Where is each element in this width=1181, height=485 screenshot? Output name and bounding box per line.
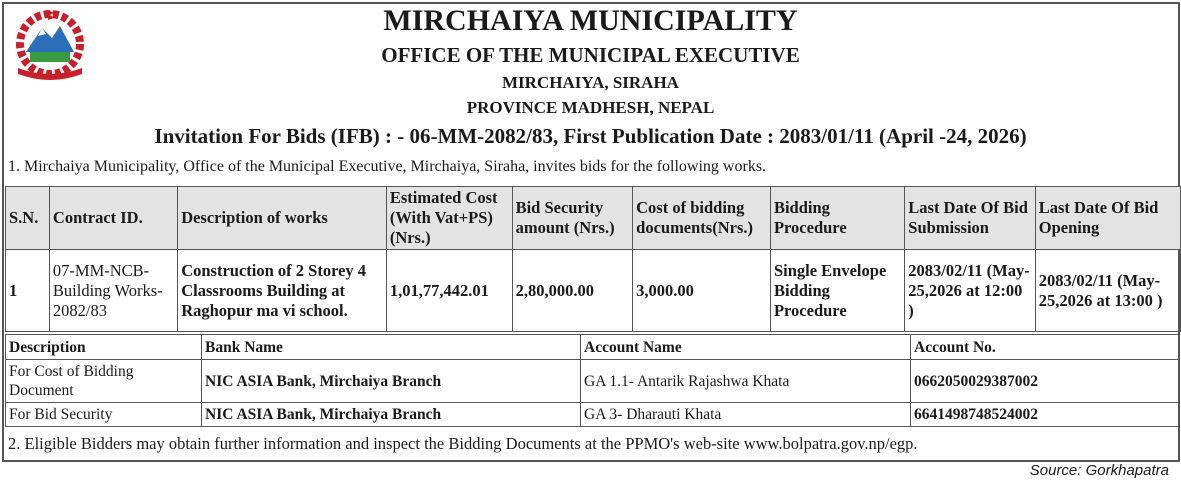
ifb-heading: Invitation For Bids (IFB) : - 06-MM-2082/83, First Publication Date : 2083/01/11 (April -24, 2026) bbox=[154, 124, 1027, 148]
account-name-cell: GA 3- Dharauti Khata bbox=[581, 403, 911, 427]
col-header: Last Date Of Bid Submission bbox=[905, 187, 1035, 250]
address-line-2: PROVINCE MADHESH, NEPAL bbox=[466, 98, 715, 117]
bidding-procedure-cell: Single Envelope Bidding Procedure bbox=[770, 250, 904, 332]
col-header: Last Date Of Bid Opening bbox=[1035, 187, 1180, 250]
municipality-title: MIRCHAIYA MUNICIPALITY bbox=[383, 4, 798, 37]
works-table bbox=[5, 186, 1181, 332]
submission-date-cell: 2083/02/11 (May-25,2026 at 12:00 ) bbox=[905, 250, 1035, 332]
further-info-note: 2. Eligible Bidders may obtain further information and inspect the Bidding Documents at the PPMO's web-site www.bolpatra.gov.np/egp. bbox=[8, 434, 918, 453]
col-header: S.N. bbox=[6, 187, 50, 250]
col-header: Bank Name bbox=[202, 335, 581, 360]
col-header: Cost of bidding documents(Nrs.) bbox=[633, 187, 771, 250]
contract-id-cell: 07-MM-NCB-Building Works-2082/83 bbox=[49, 250, 177, 332]
sn-cell: 1 bbox=[6, 250, 50, 332]
table-row bbox=[6, 250, 1181, 332]
account-name-cell: GA 1.1- Antarik Rajashwa Khata bbox=[581, 360, 911, 403]
table-header-row bbox=[6, 335, 1180, 360]
bank-name-cell: NIC ASIA Bank, Mirchaiya Branch bbox=[202, 403, 581, 427]
account-no-cell: 0662050029387002 bbox=[911, 360, 1180, 403]
address-line-1: MIRCHAIYA, SIRAHA bbox=[502, 73, 679, 92]
table-header-row bbox=[6, 187, 1181, 250]
source-credit: Source: Gorkhapatra bbox=[1029, 462, 1169, 479]
description-cell: For Bid Security bbox=[6, 403, 202, 427]
col-header: Account Name bbox=[581, 335, 911, 360]
opening-date-cell: 2083/02/11 (May-25,2026 at 13:00 ) bbox=[1035, 250, 1180, 332]
col-header: Description bbox=[6, 335, 202, 360]
description-cell: For Cost of Bidding Document bbox=[6, 360, 202, 403]
col-header: Contract ID. bbox=[49, 187, 177, 250]
table-row bbox=[6, 403, 1180, 427]
account-no-cell: 6641498748524002 bbox=[911, 403, 1180, 427]
intro-text: 1. Mirchaiya Municipality, Office of the Municipal Executive, Mirchaiya, Siraha, invites bids for the following works. bbox=[8, 158, 767, 175]
table-row bbox=[6, 360, 1180, 403]
office-title: OFFICE OF THE MUNICIPAL EXECUTIVE bbox=[381, 43, 800, 67]
bank-name-cell: NIC ASIA Bank, Mirchaiya Branch bbox=[202, 360, 581, 403]
bid-security-cell: 2,80,000.00 bbox=[512, 250, 633, 332]
col-header: Estimated Cost (With Vat+PS) (Nrs.) bbox=[386, 187, 512, 250]
estimated-cost-cell: 1,01,77,442.01 bbox=[386, 250, 512, 332]
col-header: Description of works bbox=[178, 187, 387, 250]
col-header: Account No. bbox=[911, 335, 1180, 360]
bank-table bbox=[5, 334, 1180, 427]
col-header: Bid Security amount (Nrs.) bbox=[512, 187, 633, 250]
document-cost-cell: 3,000.00 bbox=[633, 250, 771, 332]
description-cell: Construction of 2 Storey 4 Classrooms Building at Raghopur ma vi school. bbox=[178, 250, 387, 332]
col-header: Bidding Procedure bbox=[770, 187, 904, 250]
